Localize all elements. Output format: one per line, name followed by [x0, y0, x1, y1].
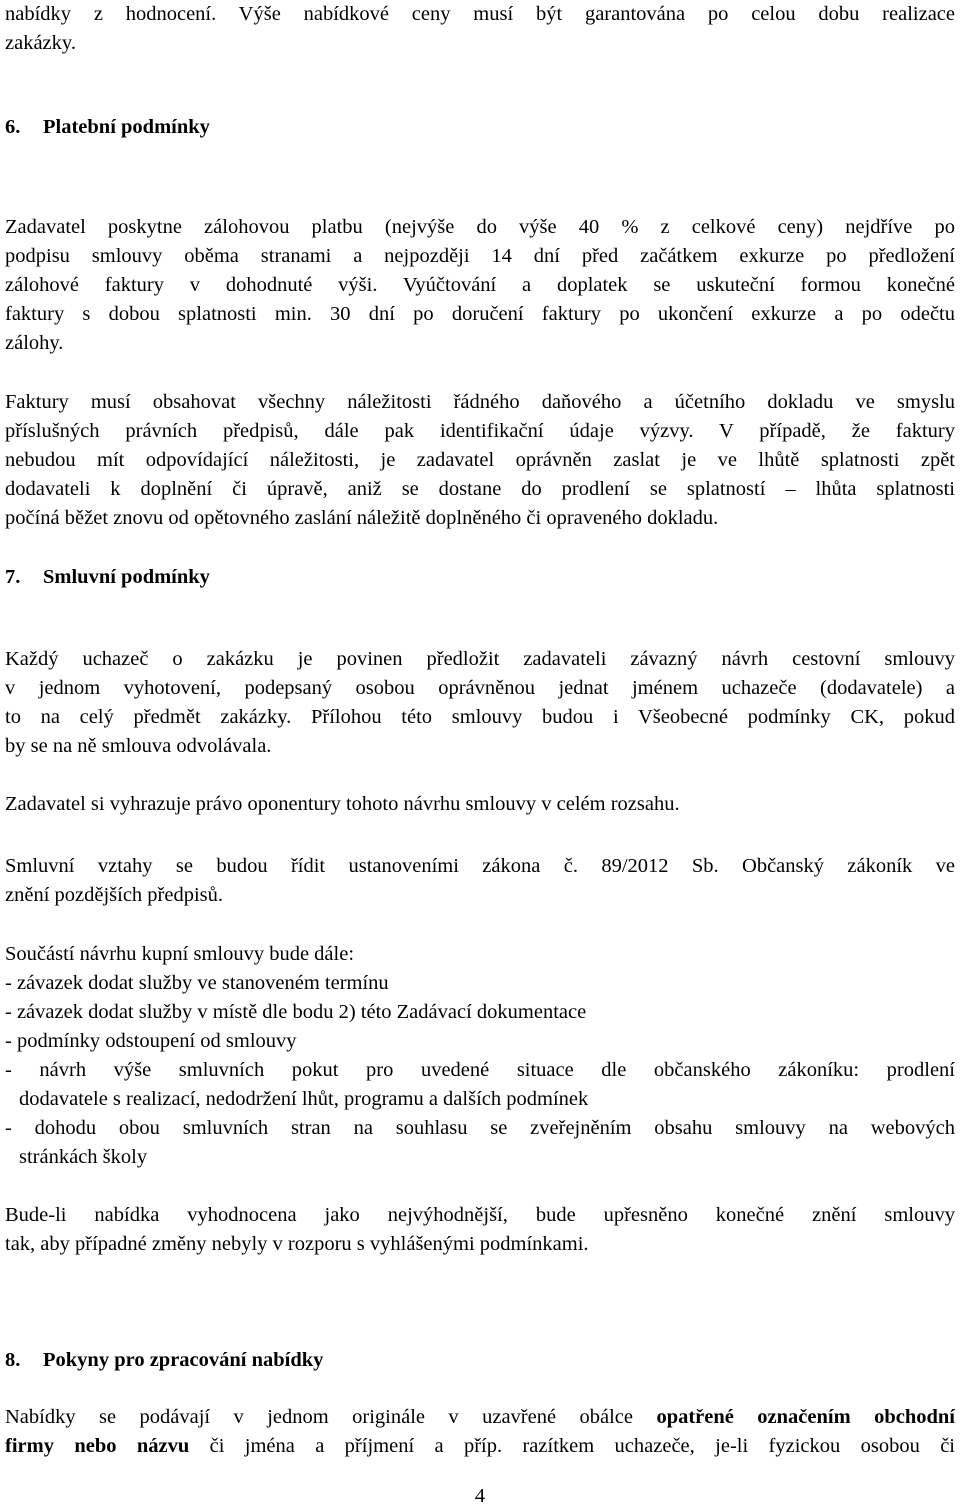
paragraph	[5, 1201, 955, 1259]
section-title: Smluvní podmínky	[43, 566, 210, 588]
list-item-text: - návrh výše smluvních pokut pro uvedené situace dle občanského zákoníku: prodlení	[5, 1059, 955, 1081]
text-line: by se na ně smlouva odvolávala.	[5, 735, 272, 757]
page-number: 4	[474, 1485, 486, 1507]
list-item-text: - podmínky odstoupení od smlouvy	[5, 1030, 297, 1052]
paragraph	[5, 1403, 955, 1461]
list-block	[5, 940, 955, 1172]
section-heading-8	[5, 1346, 955, 1375]
text-line: Každý uchazeč o zakázku je povinen předložit zadavateli závazný návrh cestovní smlouvy	[5, 648, 955, 670]
list-item	[5, 1114, 955, 1172]
paragraph	[5, 790, 955, 819]
list-item	[5, 998, 955, 1027]
text-line	[5, 1403, 955, 1432]
text-line: Bude-li nabídka vyhodnocena jako nejvýhodnější, bude upřesněno konečné znění smlouvy	[5, 1204, 955, 1226]
section-title: Pokyny pro zpracování nabídky	[43, 1349, 324, 1371]
text-line: Zadavatel poskytne zálohovou platbu (nejvýše do výše 40 % z celkové ceny) nejdříve po	[5, 216, 955, 238]
list-item-text: - dohodu obou smluvních stran na souhlasu se zveřejněním obsahu smlouvy na webových	[5, 1117, 955, 1139]
section-number: 7.	[5, 566, 21, 588]
text-line: Faktury musí obsahovat všechny náležitosti řádného daňového a účetního dokladu ve smyslu	[5, 391, 955, 413]
paragraph	[5, 645, 955, 761]
text-line: v jednom vyhotovení, podepsaný osobou oprávněnou jednat jménem uchazeče (dodavatele) a	[5, 677, 955, 699]
list-item-continuation: stránkách školy	[19, 1146, 148, 1168]
bold-text-run: firmy nebo názvu	[5, 1435, 190, 1457]
text-line: to na celý předmět zakázky. Přílohou této smlouvy budou i Všeobecné podmínky CK, pokud	[5, 706, 955, 728]
text-line: Smluvní vztahy se budou řídit ustanoveními zákona č. 89/2012 Sb. Občanský zákoník ve	[5, 855, 955, 877]
paragraph	[5, 213, 955, 358]
text-line	[5, 1432, 955, 1461]
section-title: Platební podmínky	[43, 116, 210, 138]
list-item-text: - závazek dodat služby ve stanoveném termínu	[5, 972, 389, 994]
text-line: Zadavatel si vyhrazuje právo oponentury tohoto návrhu smlouvy v celém rozsahu.	[5, 793, 680, 815]
text-line: zakázky.	[5, 32, 76, 54]
section-heading-7	[5, 563, 955, 592]
text-line: podpisu smlouvy oběma stranami a nejpozději 14 dní před začátkem exkurze po předložení	[5, 245, 955, 267]
intro-paragraph	[5, 0, 955, 58]
text-line: znění pozdějších předpisů.	[5, 884, 224, 906]
list-item-continuation: dodavatele s realizací, nedodržení lhůt, programu a dalších podmínek	[19, 1088, 589, 1110]
list-item	[5, 1027, 955, 1056]
paragraph	[5, 388, 955, 533]
text-line: nabídky z hodnocení. Výše nabídkové ceny musí být garantována po celou dobu realizace	[5, 3, 955, 25]
text-run: či jména a příjmení a příp. razítkem uchazeče, je-li fyzickou osobou či	[189, 1435, 955, 1457]
text-line: zálohové faktury v dohodnuté výši. Vyúčtování a doplatek se uskuteční formou konečné	[5, 274, 955, 296]
list-intro: Součástí návrhu kupní smlouvy bude dále:	[5, 943, 355, 965]
list-item	[5, 1056, 955, 1114]
section-heading-6	[5, 113, 955, 142]
text-line: počíná běžet znovu od opětovného zaslání náležitě doplněného či opraveného dokladu.	[5, 507, 719, 529]
text-run: Nabídky se podávají v jednom originále v uzavřené obálce	[5, 1406, 657, 1428]
text-line: zálohy.	[5, 332, 64, 354]
text-line: tak, aby případné změny nebyly v rozporu s vyhlášenými podmínkami.	[5, 1233, 589, 1255]
text-line: příslušných právních předpisů, dále pak identifikační údaje výzvy. V případě, že faktury	[5, 420, 955, 442]
section-number: 8.	[5, 1349, 21, 1371]
text-line: faktury s dobou splatnosti min. 30 dní po doručení faktury po ukončení exkurze a po odečtu	[5, 303, 955, 325]
text-line: dodavateli k doplnění či úpravě, aniž se dostane do prodlení se splatností – lhůta splatnosti	[5, 478, 955, 500]
list-item-text: - závazek dodat služby v místě dle bodu 2) této Zadávací dokumentace	[5, 1001, 587, 1023]
text-line: nebudou mít odpovídající náležitosti, je zadavatel oprávněn zaslat je ve lhůtě splatnosti zpět	[5, 449, 955, 471]
list-item	[5, 969, 955, 998]
section-number: 6.	[5, 116, 21, 138]
bold-text-run: opatřené označením obchodní	[656, 1406, 955, 1428]
paragraph	[5, 852, 955, 910]
